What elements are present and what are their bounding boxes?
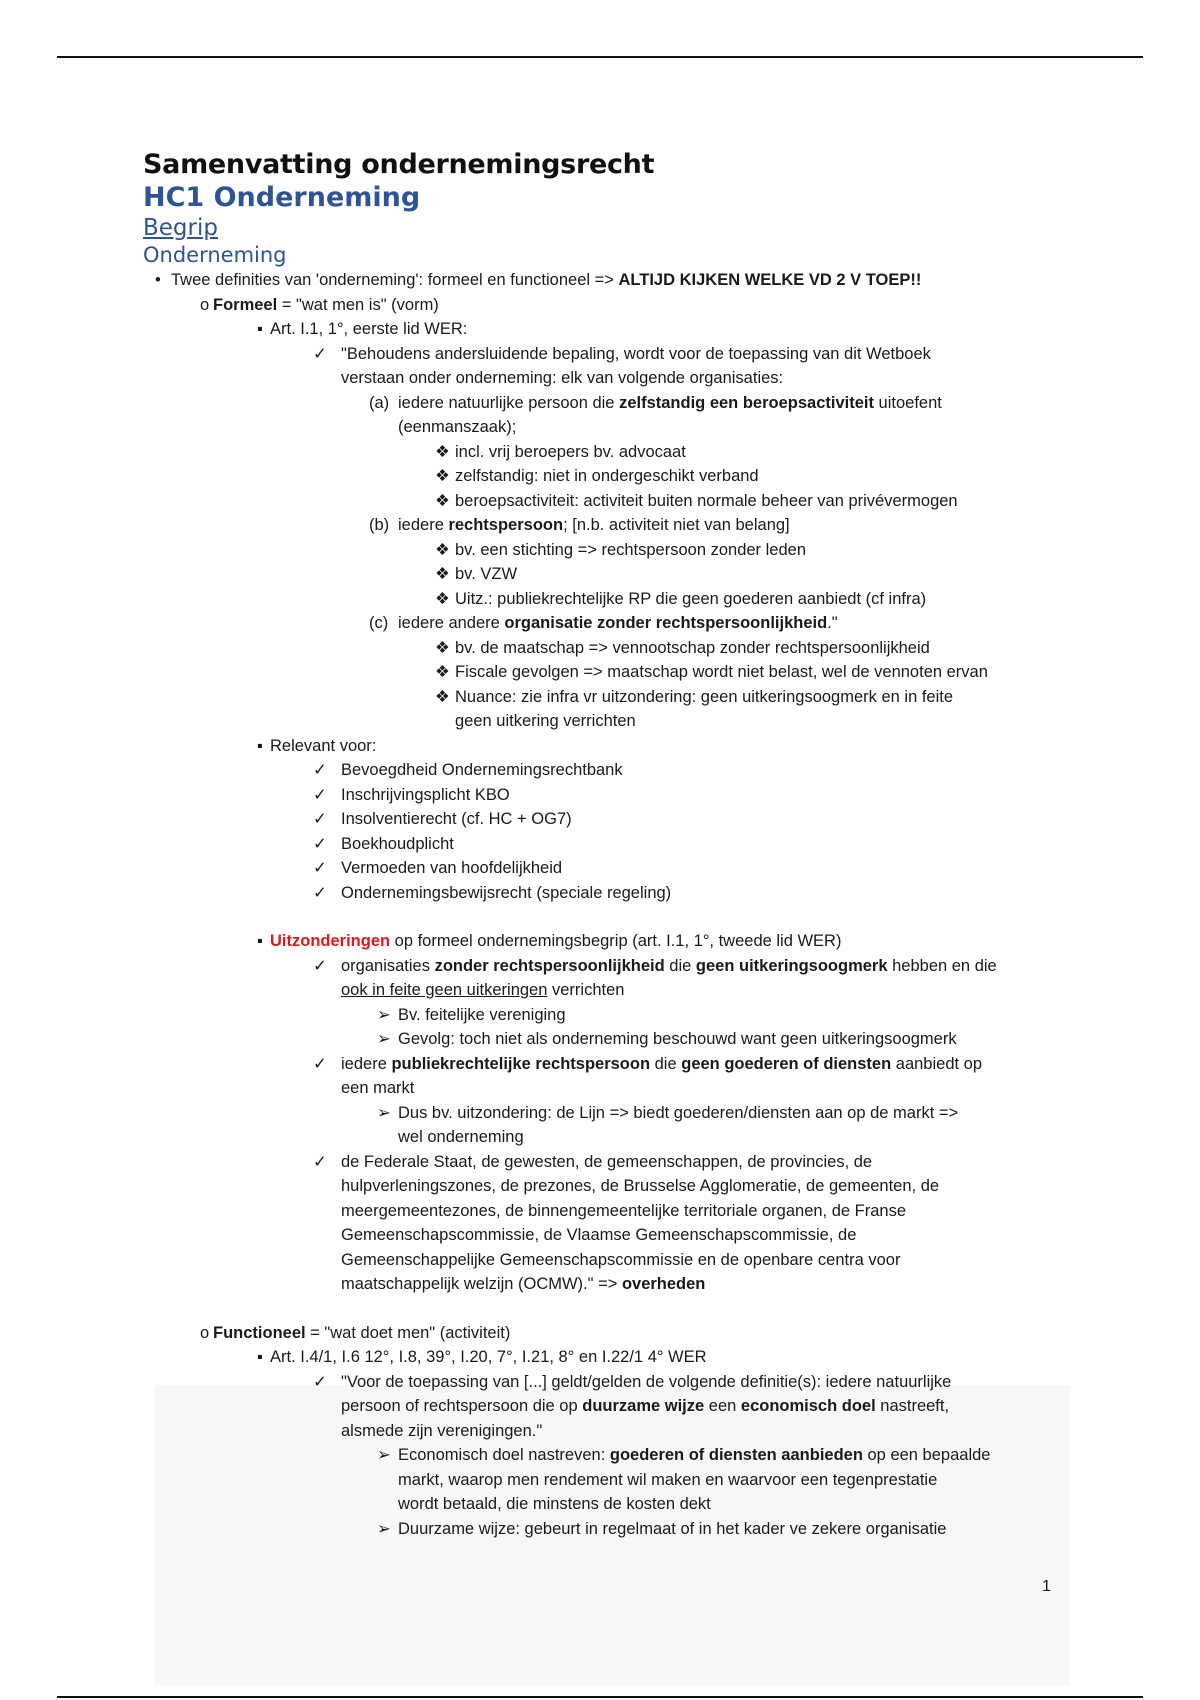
square-bullet-icon: ▪ bbox=[257, 932, 263, 950]
list-item: ❖ Uitz.: publiekrechtelijke RP die geen goederen aanbiedt (cf infra) bbox=[143, 587, 1103, 612]
list-item: ❖ bv. VZW bbox=[143, 562, 1103, 587]
exception-2: ✓ iedere publiekrechtelijke rechtspersoon die geen goederen of diensten aanbiedt op een markt bbox=[143, 1052, 1103, 1101]
intro-bullet: • Twee definities van 'onderneming': formeel en functioneel => ALTIJD KIJKEN WELKE VD 2 V TOEP!! bbox=[143, 268, 1103, 293]
clause-a: (a) iedere natuurlijke persoon die zelfstandig een beroepsactiviteit uitoefent (eenmanszaak); bbox=[143, 391, 1103, 440]
formeel-quote: ✓ "Behoudens andersluidende bepaling, wordt voor de toepassing van dit Wetboek verstaan onder onderneming: elk van volgende organisaties: bbox=[143, 342, 1103, 391]
list-item: ✓ Ondernemingsbewijsrecht (speciale regeling) bbox=[143, 881, 1103, 906]
formeel-article: ▪ Art. I.1, 1°, eerste lid WER: bbox=[143, 317, 1103, 342]
diamond-bullet-icon: ❖ bbox=[435, 467, 450, 485]
check-icon: ✓ bbox=[313, 1372, 327, 1391]
exception-1: ✓ organisaties zonder rechtspersoonlijkheid die geen uitkeringsoogmerk hebben en die ook in feite geen uitkeringen verrichten bbox=[143, 954, 1103, 1003]
list-item: ✓ Insolventierecht (cf. HC + OG7) bbox=[143, 807, 1103, 832]
functioneel-item: o Functioneel = "wat doet men" (activiteit) bbox=[143, 1321, 1103, 1346]
square-bullet-icon: ▪ bbox=[257, 320, 263, 338]
functioneel-quote: ✓ "Voor de toepassing van [...] geldt/gelden de volgende definitie(s): iedere natuurlijke persoon of rechtspersoon die op duurzame wijze een economisch doel nastreeft, alsmede zijn verenigingen." bbox=[143, 1370, 1103, 1444]
check-icon: ✓ bbox=[313, 883, 327, 902]
check-icon: ✓ bbox=[313, 1152, 327, 1171]
top-rule bbox=[57, 56, 1143, 58]
diamond-bullet-icon: ❖ bbox=[435, 638, 450, 657]
list-item: ✓ Boekhoudplicht bbox=[143, 832, 1103, 857]
list-item: ❖ Fiscale gevolgen => maatschap wordt niet belast, wel de vennoten ervan bbox=[143, 660, 1103, 685]
list-item: ✓ Bevoegdheid Ondernemingsrechtbank bbox=[143, 758, 1103, 783]
page-number: 1 bbox=[1042, 1578, 1051, 1595]
diamond-bullet-icon: ❖ bbox=[435, 442, 450, 461]
functioneel-article: ▪ Art. I.4/1, I.6 12°, I.8, 39°, I.20, 7°, I.21, 8° en I.22/1 4° WER bbox=[143, 1345, 1103, 1370]
diamond-bullet-icon: ❖ bbox=[435, 663, 450, 681]
check-icon: ✓ bbox=[313, 810, 327, 828]
list-item: ➢ Dus bv. uitzondering: de Lijn => biedt goederen/diensten aan op de markt => wel onderneming bbox=[143, 1101, 1103, 1150]
formeel-item: o Formeel = "wat men is" (vorm) bbox=[143, 293, 1103, 318]
list-item: ➢ Duurzame wijze: gebeurt in regelmaat of in het kader ve zekere organisatie bbox=[143, 1517, 1103, 1542]
list-item: ➢ Bv. feitelijke vereniging bbox=[143, 1003, 1103, 1028]
chapter-heading: HC1 Onderneming bbox=[143, 182, 421, 213]
list-item: ❖ Nuance: zie infra vr uitzondering: geen uitkeringsoogmerk en in feite geen uitkering verrichten bbox=[143, 685, 1103, 734]
square-bullet-icon: ▪ bbox=[257, 736, 263, 755]
clause-c-marker: (c) bbox=[369, 614, 389, 632]
arrow-bullet-icon: ➢ bbox=[377, 1005, 391, 1024]
arrow-bullet-icon: ➢ bbox=[377, 1030, 391, 1048]
section-heading: Begrip bbox=[143, 215, 218, 241]
diamond-bullet-icon: ❖ bbox=[435, 540, 450, 559]
list-item: ❖ bv. een stichting => rechtspersoon zonder leden bbox=[143, 538, 1103, 563]
check-icon: ✓ bbox=[313, 1054, 327, 1073]
list-item: ✓ Inschrijvingsplicht KBO bbox=[143, 783, 1103, 808]
diamond-bullet-icon: ❖ bbox=[435, 491, 450, 510]
square-bullet-icon: ▪ bbox=[257, 1348, 263, 1366]
clause-c: (c) iedere andere organisatie zonder rechtspersoonlijkheid." bbox=[143, 611, 1103, 636]
list-item: ✓ Vermoeden van hoofdelijkheid bbox=[143, 856, 1103, 881]
check-icon: ✓ bbox=[313, 785, 327, 804]
list-item: ❖ beroepsactiviteit: activiteit buiten normale beheer van privévermogen bbox=[143, 489, 1103, 514]
list-item: ❖ zelfstandig: niet in ondergeschikt verband bbox=[143, 464, 1103, 489]
arrow-bullet-icon: ➢ bbox=[377, 1103, 391, 1122]
clause-b-marker: (b) bbox=[369, 516, 390, 534]
diamond-bullet-icon: ❖ bbox=[435, 589, 450, 608]
list-item: ➢ Economisch doel nastreven: goederen of diensten aanbieden op een bepaalde markt, waarop men rendement wil maken en waarvoor een tegenprestatie wordt betaald, die minstens de kosten dekt bbox=[143, 1443, 1103, 1517]
list-item: ❖ bv. de maatschap => vennootschap zonder rechtspersoonlijkheid bbox=[143, 636, 1103, 661]
subsection-heading: Onderneming bbox=[143, 243, 287, 267]
circle-bullet-icon: o bbox=[200, 295, 210, 314]
check-icon: ✓ bbox=[313, 834, 327, 853]
document-body bbox=[143, 148, 1103, 1541]
exception-3: ✓ de Federale Staat, de gewesten, de gemeenschappen, de provincies, de hulpverleningszones, de prezones, de Brusselse Agglomeratie, de gemeenten, de meergemeentezones, de binnengemeentelijke territoriale organen, de Franse Gemeenschapscommissie, de Vlaamse Gemeenschapscommissie, de Gemeenschappelijke Gemeenschapscommissie en de openbare centra voor maatschappelijk welzijn (OCMW)." => overheden bbox=[143, 1150, 1103, 1297]
list-item: ❖ incl. vrij beroepers bv. advocaat bbox=[143, 440, 1103, 465]
clause-a-marker: (a) bbox=[369, 393, 390, 412]
check-icon: ✓ bbox=[313, 344, 327, 363]
check-icon: ✓ bbox=[313, 956, 327, 975]
circle-bullet-icon: o bbox=[200, 1323, 210, 1342]
bullet-dot-icon: • bbox=[155, 271, 161, 289]
document-title: Samenvatting ondernemingsrecht bbox=[143, 149, 655, 180]
check-icon: ✓ bbox=[313, 859, 327, 877]
list-item: ➢ Gevolg: toch niet als onderneming beschouwd want geen uitkeringsoogmerk bbox=[143, 1027, 1103, 1052]
check-icon: ✓ bbox=[313, 761, 327, 779]
relevant-heading: ▪ Relevant voor: bbox=[143, 734, 1103, 759]
clause-b: (b) iedere rechtspersoon; [n.b. activiteit niet van belang] bbox=[143, 513, 1103, 538]
diamond-bullet-icon: ❖ bbox=[435, 687, 450, 706]
exceptions-heading: ▪ Uitzonderingen op formeel ondernemingsbegrip (art. I.1, 1°, tweede lid WER) bbox=[143, 929, 1103, 954]
arrow-bullet-icon: ➢ bbox=[377, 1446, 391, 1464]
arrow-bullet-icon: ➢ bbox=[377, 1519, 391, 1538]
bottom-rule bbox=[57, 1696, 1143, 1698]
diamond-bullet-icon: ❖ bbox=[435, 565, 450, 583]
